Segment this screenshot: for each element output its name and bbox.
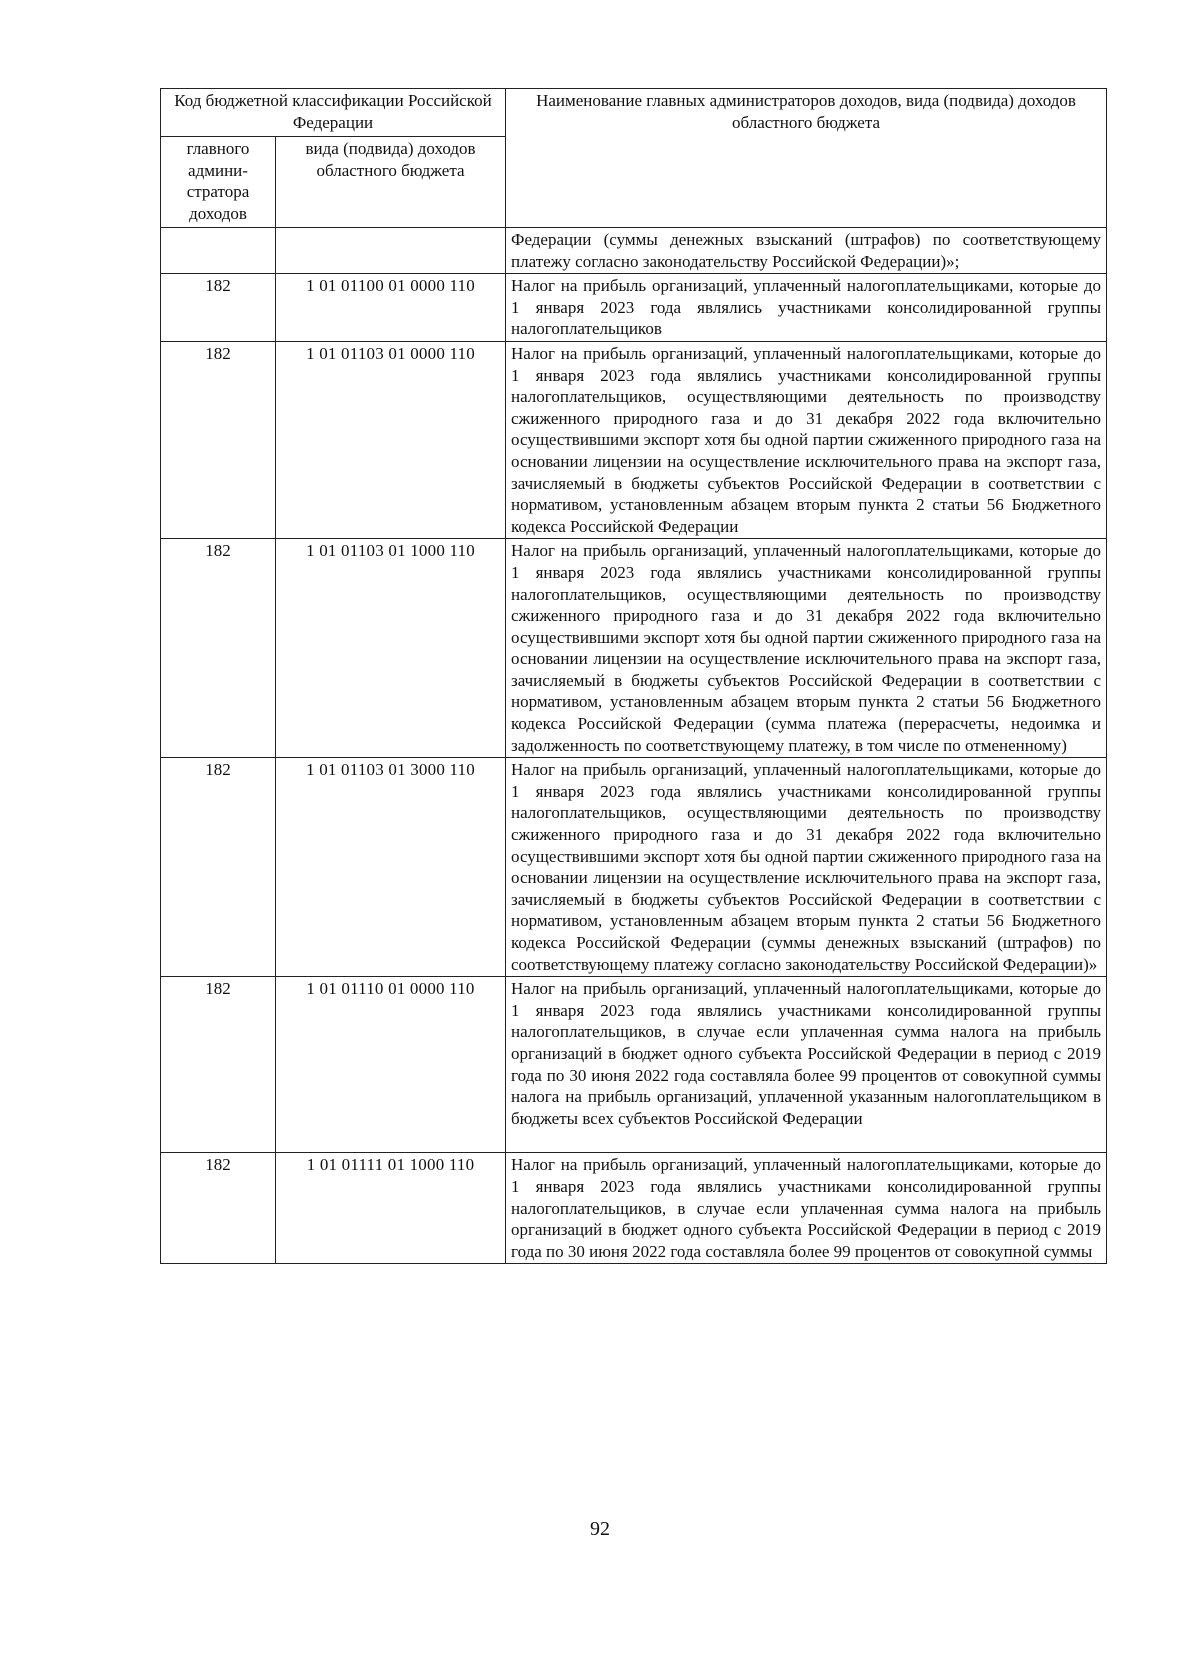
- table-row: [161, 977, 1107, 1153]
- income-description-cell: Налог на прибыль организаций, уплаченный налогоплательщиками, которые до 1 января 2023 года являлись участниками консолидированной группы налогоплательщиков, осуществляющими деятельность по производству сжиженного природного газа и до 31 декабря 2022 года включительно осуществившими экспорт хотя бы одной партии сжиженного природного газа на основании лицензии на осуществление исключительного права на экспорт газа, зачисляемый в бюджеты субъектов Российской Федерации в соответствии с нормативом, установленным абзацем вторым пункта 2 статьи 56 Бюджетного кодекса Российской Федерации (сумма платежа (перерасчеты, недоимка и задолженность по соответствующему платежу, в том числе по отмененному): [506, 539, 1107, 758]
- income-code-cell: [276, 228, 506, 274]
- admin-code-cell: 182: [161, 1153, 276, 1264]
- income-description-cell: Федерации (суммы денежных взысканий (штрафов) по соответствующему платежу согласно законодательству Российской Федерации)»;: [506, 228, 1107, 274]
- income-description-cell: Налог на прибыль организаций, уплаченный налогоплательщиками, которые до 1 января 2023 года являлись участниками консолидированной группы налогоплательщиков, в случае если уплаченная сумма налога на прибыль организаций в бюджет одного субъекта Российской Федерации в период с 2019 года по 30 июня 2022 года составляла более 99 процентов от совокупной суммы: [506, 1153, 1107, 1264]
- table-row: [161, 341, 1107, 538]
- admin-code-cell: 182: [161, 977, 276, 1153]
- admin-code-cell: 182: [161, 274, 276, 342]
- admin-code-cell: [161, 228, 276, 274]
- table-header: [161, 89, 1107, 228]
- income-description-cell: Налог на прибыль организаций, уплаченный налогоплательщиками, которые до 1 января 2023 года являлись участниками консолидированной группы налогоплательщиков, осуществляющими деятельность по производству сжиженного природного газа и до 31 декабря 2022 года включительно осуществившими экспорт хотя бы одной партии сжиженного природного газа на основании лицензии на осуществление исключительного права на экспорт газа, зачисляемый в бюджеты субъектов Российской Федерации в соответствии с нормативом, установленным абзацем вторым пункта 2 статьи 56 Бюджетного кодекса Российской Федерации: [506, 341, 1107, 538]
- budget-classification-table: [160, 88, 1107, 1264]
- admin-code-cell: 182: [161, 539, 276, 758]
- table-row: [161, 1153, 1107, 1264]
- table-row: [161, 758, 1107, 977]
- name-column-header: Наименование главных администраторов доходов, вида (подвида) доходов областного бюджета: [506, 89, 1107, 228]
- income-description-cell: Налог на прибыль организаций, уплаченный налогоплательщиками, которые до 1 января 2023 года являлись участниками консолидированной группы налогоплательщиков: [506, 274, 1107, 342]
- income-description-cell: Налог на прибыль организаций, уплаченный налогоплательщиками, которые до 1 января 2023 года являлись участниками консолидированной группы налогоплательщиков, осуществляющими деятельность по производству сжиженного природного газа и до 31 декабря 2022 года включительно осуществившими экспорт хотя бы одной партии сжиженного природного газа на основании лицензии на осуществление исключительного права на экспорт газа, зачисляемый в бюджеты субъектов Российской Федерации в соответствии с нормативом, установленным абзацем вторым пункта 2 статьи 56 Бюджетного кодекса Российской Федерации (суммы денежных взысканий (штрафов) по соответствующему платежу согласно законодательству Российской Федерации)»: [506, 758, 1107, 977]
- table-row: [161, 539, 1107, 758]
- admin-column-header: главного админи-стратора доходов: [161, 137, 276, 228]
- table-row: [161, 274, 1107, 342]
- admin-code-cell: 182: [161, 341, 276, 538]
- income-code-cell: 1 01 01110 01 0000 110: [276, 977, 506, 1153]
- income-description-cell: Налог на прибыль организаций, уплаченный налогоплательщиками, которые до 1 января 2023 года являлись участниками консолидированной группы налогоплательщиков, в случае если уплаченная сумма налога на прибыль организаций в бюджет одного субъекта Российской Федерации в период с 2019 года по 30 июня 2022 года составляла более 99 процентов от совокупной суммы налога на прибыль организаций, уплаченной указанным налогоплательщиком в бюджеты всех субъектов Российской Федерации: [506, 977, 1107, 1153]
- income-code-cell: 1 01 01103 01 0000 110: [276, 341, 506, 538]
- table-row: [161, 228, 1107, 274]
- income-code-cell: 1 01 01103 01 3000 110: [276, 758, 506, 977]
- page-number: 92: [590, 1518, 610, 1540]
- budget-code-group-header: Код бюджетной классификации Российской Федерации: [161, 89, 506, 137]
- admin-code-cell: 182: [161, 758, 276, 977]
- income-code-cell: 1 01 01111 01 1000 110: [276, 1153, 506, 1264]
- kind-column-header: вида (подвида) доходов областного бюджета: [276, 137, 506, 228]
- income-code-cell: 1 01 01100 01 0000 110: [276, 274, 506, 342]
- income-code-cell: 1 01 01103 01 1000 110: [276, 539, 506, 758]
